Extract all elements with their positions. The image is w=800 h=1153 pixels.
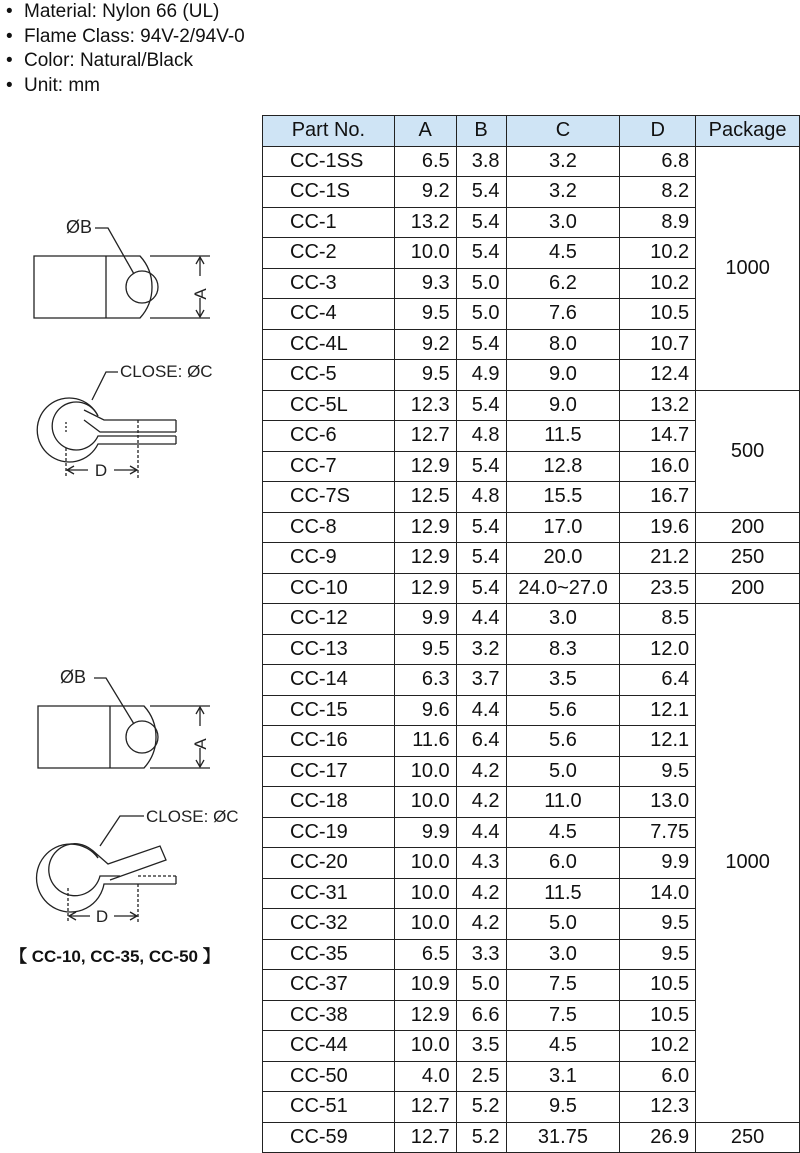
cell-d: 10.5	[620, 1000, 696, 1031]
cell-d: 12.3	[620, 1092, 696, 1123]
cell-b: 4.9	[456, 360, 506, 391]
cell-part-no: CC-13	[263, 634, 395, 665]
cell-c: 9.5	[506, 1092, 620, 1123]
spec-flame-class: • Flame Class: 94V-2/94V-0	[6, 25, 245, 47]
cell-d: 10.2	[620, 268, 696, 299]
cell-part-no: CC-2	[263, 238, 395, 269]
cell-b: 6.6	[456, 1000, 506, 1031]
cell-c: 12.8	[506, 451, 620, 482]
label-close-c: CLOSE: ØC	[120, 362, 213, 381]
cell-package: 1000	[696, 604, 800, 1123]
cell-a: 4.0	[394, 1061, 456, 1092]
header-part-no: Part No.	[263, 116, 395, 147]
cell-part-no: CC-9	[263, 543, 395, 574]
cell-part-no: CC-1	[263, 207, 395, 238]
cell-c: 4.5	[506, 238, 620, 269]
cell-a: 10.9	[394, 970, 456, 1001]
cell-a: 9.5	[394, 634, 456, 665]
cell-c: 6.2	[506, 268, 620, 299]
cell-b: 5.4	[456, 177, 506, 208]
spec-color: • Color: Natural/Black	[6, 50, 193, 71]
spec-list	[6, 0, 245, 98]
cell-a: 9.9	[394, 817, 456, 848]
cell-d: 6.0	[620, 1061, 696, 1092]
cell-part-no: CC-12	[263, 604, 395, 635]
cell-a: 6.5	[394, 939, 456, 970]
cell-part-no: CC-16	[263, 726, 395, 757]
cell-c: 7.5	[506, 970, 620, 1001]
cell-c: 5.0	[506, 756, 620, 787]
cell-b: 5.4	[456, 238, 506, 269]
cell-c: 17.0	[506, 512, 620, 543]
cell-b: 4.8	[456, 482, 506, 513]
cell-b: 5.0	[456, 299, 506, 330]
cell-part-no: CC-3	[263, 268, 395, 299]
cell-c: 7.5	[506, 1000, 620, 1031]
cell-d: 19.6	[620, 512, 696, 543]
cell-d: 10.2	[620, 238, 696, 269]
cell-b: 2.5	[456, 1061, 506, 1092]
label-hole-b: ØB	[66, 217, 93, 237]
cell-package: 250	[696, 1122, 800, 1153]
cell-c: 8.3	[506, 634, 620, 665]
cell-package: 200	[696, 573, 800, 604]
cell-b: 3.8	[456, 146, 506, 177]
cell-d: 10.5	[620, 299, 696, 330]
cell-a: 12.9	[394, 512, 456, 543]
cell-c: 11.5	[506, 878, 620, 909]
table-row	[263, 573, 800, 604]
cell-a: 10.0	[394, 1031, 456, 1062]
cell-c: 24.0~27.0	[506, 573, 620, 604]
cell-part-no: CC-7	[263, 451, 395, 482]
cell-a: 12.7	[394, 1092, 456, 1123]
cell-a: 12.7	[394, 1122, 456, 1153]
cell-d: 6.8	[620, 146, 696, 177]
cell-part-no: CC-14	[263, 665, 395, 696]
cell-part-no: CC-5L	[263, 390, 395, 421]
cell-b: 5.4	[456, 512, 506, 543]
cell-a: 10.0	[394, 238, 456, 269]
cell-b: 5.4	[456, 207, 506, 238]
cell-b: 4.4	[456, 604, 506, 635]
cell-a: 12.9	[394, 1000, 456, 1031]
cell-a: 12.9	[394, 451, 456, 482]
table-row	[263, 543, 800, 574]
cell-b: 4.2	[456, 878, 506, 909]
cell-c: 11.5	[506, 421, 620, 452]
cell-part-no: CC-4L	[263, 329, 395, 360]
label-dim-d: D	[94, 461, 108, 480]
cell-a: 12.5	[394, 482, 456, 513]
cell-a: 6.3	[394, 665, 456, 696]
cell-part-no: CC-1SS	[263, 146, 395, 177]
header-a: A	[394, 116, 456, 147]
cell-d: 10.2	[620, 1031, 696, 1062]
cell-d: 8.5	[620, 604, 696, 635]
cell-c: 6.0	[506, 848, 620, 879]
spec-material: • Material: Nylon 66 (UL)	[6, 1, 220, 22]
drawing-caption: 【 CC-10, CC-35, CC-50 】	[10, 947, 220, 966]
table-row	[263, 390, 800, 421]
cell-d: 10.7	[620, 329, 696, 360]
cable-clamp-drawing-top	[0, 200, 262, 500]
cell-c: 3.1	[506, 1061, 620, 1092]
label-dim-a: A	[191, 288, 210, 300]
cell-d: 26.9	[620, 1122, 696, 1153]
cell-b: 4.2	[456, 756, 506, 787]
cell-c: 4.5	[506, 1031, 620, 1062]
cell-c: 3.5	[506, 665, 620, 696]
cell-b: 5.4	[456, 543, 506, 574]
cell-b: 6.4	[456, 726, 506, 757]
cell-c: 8.0	[506, 329, 620, 360]
cell-d: 12.1	[620, 695, 696, 726]
cell-part-no: CC-35	[263, 939, 395, 970]
cell-d: 8.9	[620, 207, 696, 238]
cell-part-no: CC-8	[263, 512, 395, 543]
cell-part-no: CC-6	[263, 421, 395, 452]
cell-d: 6.4	[620, 665, 696, 696]
cell-b: 4.8	[456, 421, 506, 452]
cell-package: 200	[696, 512, 800, 543]
label-close-c: CLOSE: ØC	[146, 807, 239, 826]
cell-c: 7.6	[506, 299, 620, 330]
cell-b: 3.2	[456, 634, 506, 665]
cell-c: 20.0	[506, 543, 620, 574]
cell-package: 1000	[696, 146, 800, 390]
cell-c: 5.6	[506, 726, 620, 757]
cell-b: 4.2	[456, 787, 506, 818]
cell-d: 14.7	[620, 421, 696, 452]
cell-a: 13.2	[394, 207, 456, 238]
cell-b: 5.4	[456, 329, 506, 360]
cell-d: 13.0	[620, 787, 696, 818]
cell-d: 12.4	[620, 360, 696, 391]
cell-c: 3.0	[506, 207, 620, 238]
cell-c: 5.6	[506, 695, 620, 726]
header-package: Package	[696, 116, 800, 147]
cell-d: 13.2	[620, 390, 696, 421]
cell-c: 3.0	[506, 604, 620, 635]
cell-b: 4.4	[456, 695, 506, 726]
cable-clamp-drawing-bottom	[0, 650, 262, 940]
cell-part-no: CC-1S	[263, 177, 395, 208]
cell-a: 9.5	[394, 360, 456, 391]
cell-c: 11.0	[506, 787, 620, 818]
cell-package: 500	[696, 390, 800, 512]
cell-b: 3.3	[456, 939, 506, 970]
cell-part-no: CC-20	[263, 848, 395, 879]
header-c: C	[506, 116, 620, 147]
table-row	[263, 146, 800, 177]
cell-part-no: CC-17	[263, 756, 395, 787]
cell-d: 9.5	[620, 939, 696, 970]
cell-c: 31.75	[506, 1122, 620, 1153]
cell-b: 4.2	[456, 909, 506, 940]
cell-b: 5.2	[456, 1122, 506, 1153]
cell-part-no: CC-4	[263, 299, 395, 330]
cell-part-no: CC-18	[263, 787, 395, 818]
cell-d: 12.1	[620, 726, 696, 757]
cell-d: 12.0	[620, 634, 696, 665]
table-row	[263, 604, 800, 635]
cell-a: 6.5	[394, 146, 456, 177]
cell-a: 9.9	[394, 604, 456, 635]
cell-c: 3.0	[506, 939, 620, 970]
cell-a: 9.3	[394, 268, 456, 299]
spec-table	[262, 115, 800, 1153]
cell-part-no: CC-37	[263, 970, 395, 1001]
cell-d: 23.5	[620, 573, 696, 604]
cell-d: 8.2	[620, 177, 696, 208]
table-row	[263, 1122, 800, 1153]
cell-a: 12.3	[394, 390, 456, 421]
cell-c: 5.0	[506, 909, 620, 940]
cell-b: 3.5	[456, 1031, 506, 1062]
table-row	[263, 512, 800, 543]
cell-part-no: CC-51	[263, 1092, 395, 1123]
cell-d: 16.7	[620, 482, 696, 513]
cell-part-no: CC-38	[263, 1000, 395, 1031]
cell-d: 14.0	[620, 878, 696, 909]
cell-d: 9.9	[620, 848, 696, 879]
cell-a: 10.0	[394, 787, 456, 818]
cell-a: 11.6	[394, 726, 456, 757]
cell-part-no: CC-10	[263, 573, 395, 604]
cell-a: 12.7	[394, 421, 456, 452]
cell-a: 12.9	[394, 573, 456, 604]
cell-c: 4.5	[506, 817, 620, 848]
cell-part-no: CC-59	[263, 1122, 395, 1153]
cell-d: 9.5	[620, 756, 696, 787]
cell-a: 9.2	[394, 177, 456, 208]
cell-b: 5.0	[456, 970, 506, 1001]
cell-c: 9.0	[506, 360, 620, 391]
cell-part-no: CC-19	[263, 817, 395, 848]
cell-package: 250	[696, 543, 800, 574]
cell-a: 10.0	[394, 878, 456, 909]
cell-c: 15.5	[506, 482, 620, 513]
cell-b: 5.2	[456, 1092, 506, 1123]
cell-b: 5.0	[456, 268, 506, 299]
cell-part-no: CC-7S	[263, 482, 395, 513]
cell-d: 16.0	[620, 451, 696, 482]
cell-part-no: CC-5	[263, 360, 395, 391]
cell-d: 21.2	[620, 543, 696, 574]
header-b: B	[456, 116, 506, 147]
cell-b: 5.4	[456, 451, 506, 482]
cell-a: 9.6	[394, 695, 456, 726]
cell-a: 10.0	[394, 909, 456, 940]
cell-b: 5.4	[456, 573, 506, 604]
spec-unit: • Unit: mm	[6, 74, 100, 96]
table-body	[263, 146, 800, 1153]
cell-d: 10.5	[620, 970, 696, 1001]
label-dim-d: D	[95, 907, 109, 926]
cell-part-no: CC-31	[263, 878, 395, 909]
cell-a: 10.0	[394, 756, 456, 787]
cell-b: 5.4	[456, 390, 506, 421]
table-header-row	[263, 116, 800, 147]
cell-a: 9.2	[394, 329, 456, 360]
cell-a: 12.9	[394, 543, 456, 574]
cell-b: 4.4	[456, 817, 506, 848]
cell-b: 3.7	[456, 665, 506, 696]
cell-c: 3.2	[506, 177, 620, 208]
cell-part-no: CC-44	[263, 1031, 395, 1062]
cell-c: 9.0	[506, 390, 620, 421]
cell-d: 7.75	[620, 817, 696, 848]
cell-a: 10.0	[394, 848, 456, 879]
cell-c: 3.2	[506, 146, 620, 177]
label-hole-b: ØB	[60, 667, 87, 687]
cell-b: 4.3	[456, 848, 506, 879]
cell-a: 9.5	[394, 299, 456, 330]
header-d: D	[620, 116, 696, 147]
cell-part-no: CC-15	[263, 695, 395, 726]
label-dim-a: A	[191, 738, 210, 750]
cell-part-no: CC-50	[263, 1061, 395, 1092]
cell-d: 9.5	[620, 909, 696, 940]
cell-part-no: CC-32	[263, 909, 395, 940]
